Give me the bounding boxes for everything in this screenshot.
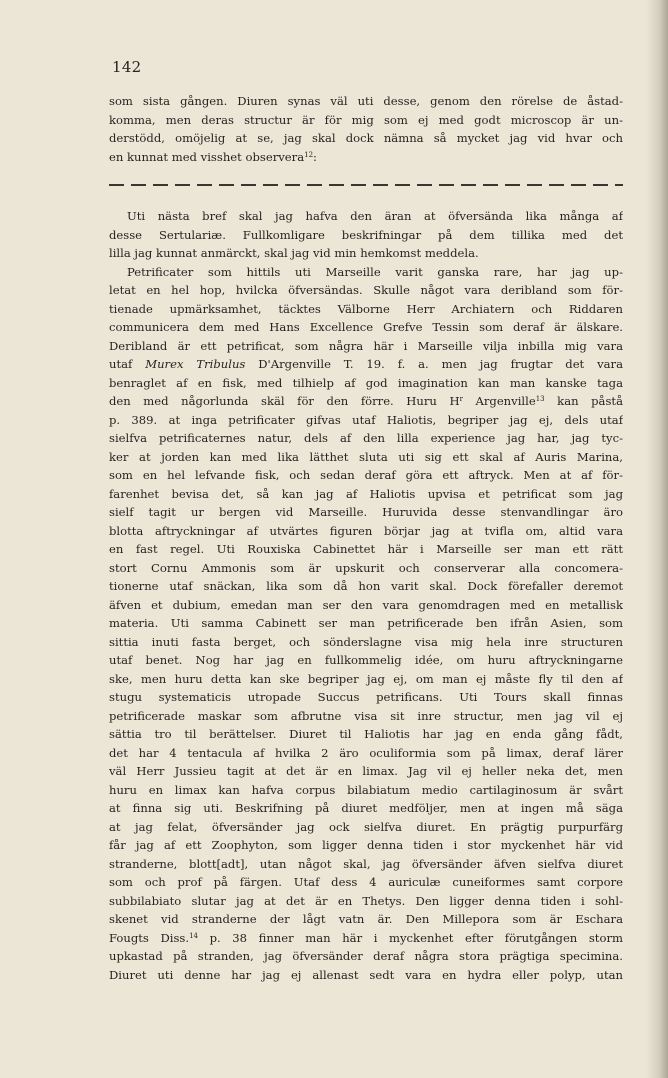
text-line: Uti nästa bref skal jag hafva den äran at öfversända lika många af (127, 209, 623, 223)
text-fragment: utaf (109, 357, 133, 371)
text-line: lilla jag kunnat anmärckt, skal jag vid min hemkomst meddela. (109, 246, 479, 260)
text-fragment: kan påstå (544, 394, 623, 408)
text-line: desse Sertulariæ. Fullkomligare beskrifningar på dem tillika med det (109, 227, 623, 242)
text-line: det har 4 tentacula af hvilka 2 äro oculiformia som på limax, deraf lärer (109, 745, 623, 760)
text-fragment: : (313, 149, 317, 164)
text-line: ker at jorden kan med lika lätthet sluta uti sig ett skal af Auris Marina, (109, 449, 623, 464)
text-line: farenhet bevisa det, så kan jag af Haliotis upvisa et petrificat som jag (109, 486, 623, 501)
text-line: ske, men huru detta kan ske begriper jag ej, om man ej måste fly til den af (109, 671, 623, 686)
text-line: at finna sig uti. Beskrifning på diuret medföljer, men at ingen må säga (109, 801, 623, 815)
text-line: Diuret uti denne har jag ej allenast sedt vara en hydra eller polyp, utan (109, 967, 623, 982)
page-number: 142 (112, 58, 142, 76)
text-line: subbilabiato slutar jag at det är en Thetys. Den ligger denna tiden i sohl- (109, 893, 623, 908)
text-line: communicera dem med Hans Excellence Grefve Tessin som deraf är älskare. (109, 320, 623, 334)
text-line: Petrificater som hittils uti Marseille varit ganska rare, har jag up- (127, 264, 623, 279)
text-fragment: Argenville (462, 394, 536, 408)
text-line: som en hel lefvande fisk, och sedan deraf göra ett aftryck. Men at af för- (109, 468, 623, 482)
text-line: en fast regel. Uti Rouxiska Cabinettet här i Marseille ser man ett rätt (109, 542, 623, 556)
text-line: derstödd, omöjelig at se, jag skal dock nämna så mycket jag vid hvar och (109, 131, 623, 145)
letter-body (109, 207, 623, 984)
text-line: skenet vid stranderne der lågt vatn är. Den Millepora som är Eschara (109, 912, 623, 926)
text-line: letat en hel hop, hvilcka öfversändas. Skulle något vara deribland som för- (109, 283, 623, 297)
text-line (109, 929, 623, 948)
text-line: materia. Uti samma Cabinett ser man petrificerade ben ifrån Asien, som (109, 616, 623, 630)
text-line: äfven et dubium, emedan man ser den vara genomdragen med en metallisk (109, 597, 623, 612)
text-line: får jag af ett Zoophyton, som ligger denna tiden i stor myckenhet här vid (109, 838, 623, 852)
text-line: väl Herr Jussieu tagit at det är en limax. Jag vil ej heller neka det, men (109, 764, 623, 778)
text-fragment: en kunnat med visshet observera (109, 149, 305, 164)
text-fragment: D'Argenville T. 19. f. a. men jag frugtar det vara (258, 357, 623, 371)
text-fragment: Fougts Diss. (109, 930, 190, 945)
dashed-separator (109, 184, 623, 186)
text-line: sielf tagit ur bergen vid Marseille. Huruvida desse stenvandlingar äro (109, 505, 623, 519)
text-line: upkastad på stranden, jag öfversänder deraf några stora prägtiga specimina. (109, 949, 623, 963)
text-line: benraglet af en fisk, med tilhielp af god imagination kan man kanske taga (109, 375, 623, 390)
intro-paragraph (109, 92, 623, 166)
text-line (109, 148, 623, 167)
text-fragment: den med någorlunda skäl för den förre. Huru H (109, 394, 460, 408)
text-line: petrificerade maskar som afbrutne visa sit inre structur, men jag vil ej (109, 708, 623, 723)
text-line: stort Cornu Ammonis som är upskurit och conserverar alla concomera- (109, 560, 623, 575)
page-edge-shadow (646, 0, 668, 1078)
text-line: utaf benet. Nog har jag en fullkommelig idée, om huru aftryckningarne (109, 653, 623, 667)
text-line (109, 355, 623, 374)
text-line: at jag felat, öfversänder jag ock sielfva diuret. En prägtig purpurfärg (109, 819, 623, 834)
superscript-abbrev: r (459, 395, 463, 403)
text-fragment: p. 38 finner man här i myckenhet efter förutgången storm (197, 930, 623, 945)
text-line: stranderne, blott[adt], utan något skal, jag öfversänder äfven sielfva diuret (109, 856, 623, 871)
text-line: komma, men deras structur är för mig som ej med godt microscop är un- (109, 112, 623, 127)
text-line: som och prof på färgen. Utaf dess 4 auriculæ cuneiformes samt corpore (109, 875, 623, 889)
text-line: p. 389. at inga petrificater gifvas utaf Haliotis, begriper jag ej, dels utaf (109, 412, 623, 427)
text-line: Deribland är ett petrificat, som några här i Marseille vilja inbilla mig vara (109, 338, 623, 353)
text-line (109, 392, 623, 411)
text-line: sielfva petrificaternes natur, dels af den lilla experience jag har, jag tyc- (109, 431, 623, 445)
text-line: blotta aftryckningar af utvärtes figuren börjar jag at tvifla om, altid vara (109, 523, 623, 538)
text-line: sättia tro til berättelser. Diuret til Haliotis har jag en enda gång fådt, (109, 727, 623, 741)
text-line: stugu systematicis utropade Succus petrificans. Uti Tours skall finnas (109, 690, 623, 704)
text-line: huru en limax kan hafva corpus bilabiatum medio cartilaginosum är svårt (109, 782, 623, 797)
text-line: sittia inuti fasta berget, och sönderslagne visa mig hela inre structuren (109, 634, 623, 649)
text-line: tionerne utaf snäckan, lika som då hon varit skal. Dock förefaller deremot (109, 579, 623, 593)
footnote-ref: 12 (304, 150, 314, 159)
species-name: Murex Tribulus (145, 357, 246, 371)
text-line: som sista gången. Diuren synas väl uti desse, genom den rörelse de åstad- (109, 94, 623, 108)
footnote-ref: 14 (189, 931, 198, 940)
text-line: tienade upmärksamhet, täcktes Välborne Herr Archiatern och Riddaren (109, 301, 623, 316)
footnote-ref: 13 (535, 395, 545, 403)
